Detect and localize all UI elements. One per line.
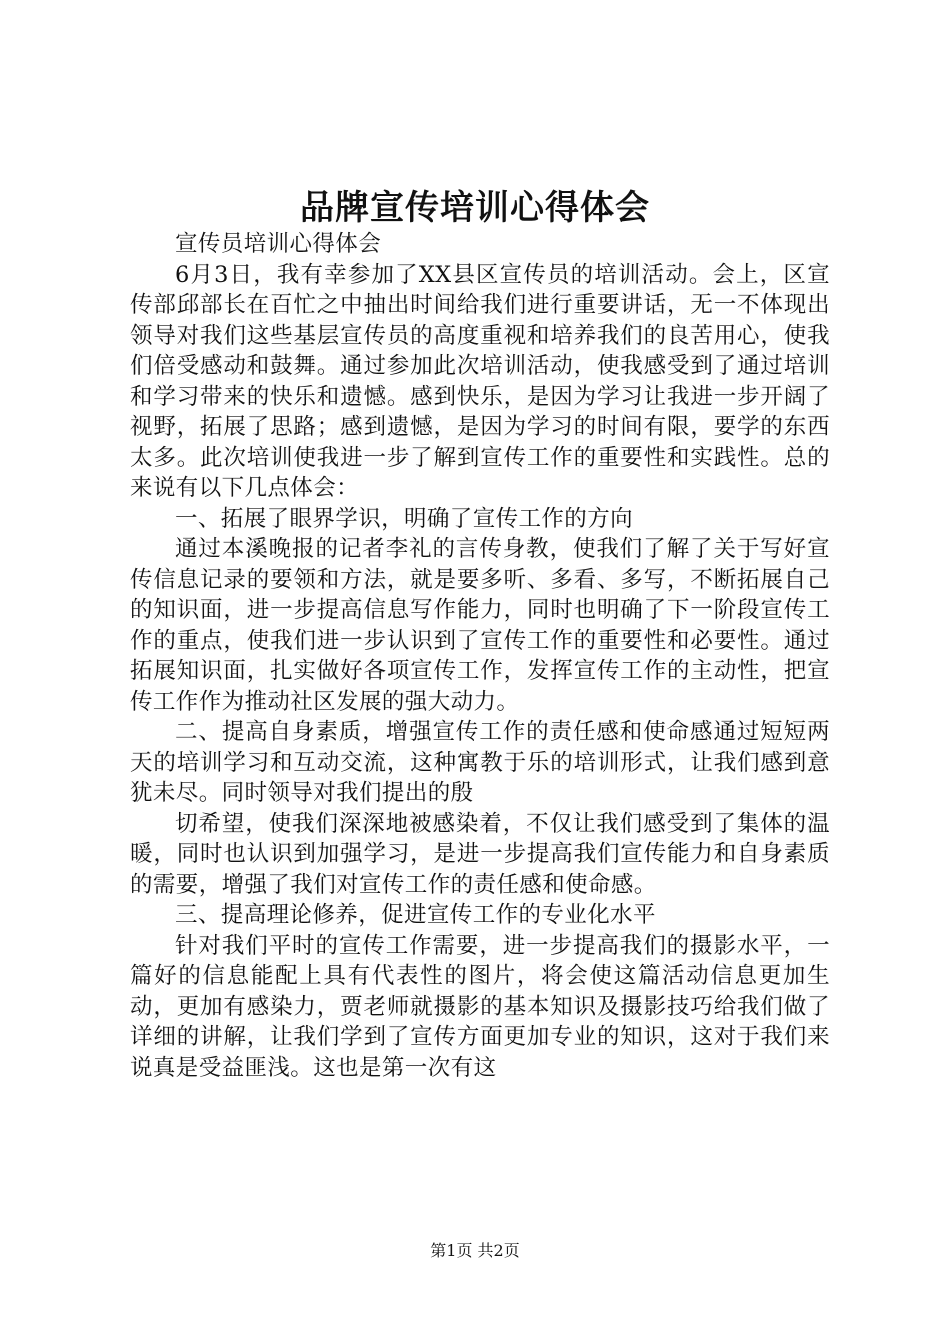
body-paragraph: 切希望，使我们深深地被感染着，不仅让我们感受到了集体的温暖，同时也认识到加强学习，是进一步提高我们宣传能力和自身素质的需要，增强了我们对宣传工作的责任感和使命感。 [130, 810, 830, 898]
subtitle-paragraph: 宣传员培训心得体会 [175, 231, 382, 257]
section-heading: 二、提高自身素质，增强宣传工作的责任感和使命感通过短短两天的培训学习和互动交流，这种寓教于乐的培训形式，让我们感到意犹未尽。同时领导对我们提出的殷 [130, 719, 830, 806]
page-footer: 第1页 共2页 [430, 1241, 520, 1260]
document-title: 品牌宣传培训心得体会 [300, 188, 650, 228]
body-paragraph: 6月3日，我有幸参加了XX县区宣传员的培训活动。会上，区宣传部邱部长在百忙之中抽出时间给我们进行重要讲话，无一不体现出领导对我们这些基层宣传员的高度重视和培养我们的良苦用心，使我们倍受感动和鼓舞。通过参加此次培训活动，使我感受到了通过培训和学习带来的快乐和遗憾。感到快乐，是因为学习让我进一步开阔了视野，拓展了思路；感到遗憾，是因为学习的时间有限，要学的东西太多。此次培训使我进一步了解到宣传工作的重要性和实践性。总的来说有以下几点体会： [130, 261, 830, 501]
body-paragraph: 针对我们平时的宣传工作需要，进一步提高我们的摄影水平，一篇好的信息能配上具有代表性的图片，将会使这篇活动信息更加生动，更加有感染力，贾老师就摄影的基本知识及摄影技巧给我们做了详细的讲解，让我们学到了宣传方面更加专业的知识，这对于我们来说真是受益匪浅。这也是第一次有这 [130, 932, 830, 1081]
section-heading: 三、提高理论修养，促进宣传工作的专业化水平 [175, 902, 656, 928]
section-heading: 一、拓展了眼界学识，明确了宣传工作的方向 [175, 505, 634, 532]
document-body [130, 229, 830, 1083]
body-paragraph: 通过本溪晚报的记者李礼的言传身教，使我们了解了关于写好宣传信息记录的要领和方法，就是要多听、多看、多写，不断拓展自己的知识面，进一步提高信息写作能力，同时也明确了下一阶段宣传工作的重点，使我们进一步认识到了宣传工作的重要性和必要性。通过拓展知识面，扎实做好各项宣传工作，发挥宣传工作的主动性，把宣传工作作为推动社区发展的强大动力。 [130, 536, 830, 715]
